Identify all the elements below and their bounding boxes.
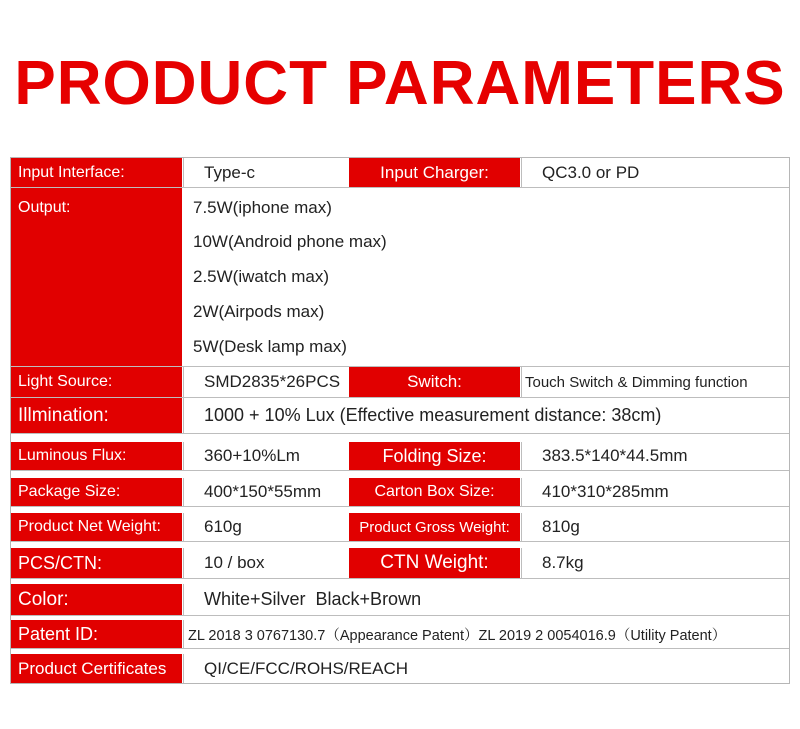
switch-value: Touch Switch & Dimming function bbox=[521, 367, 789, 397]
gross-weight-label: Product Gross Weight: bbox=[349, 513, 521, 541]
carton-box-size-label: Carton Box Size: bbox=[349, 478, 521, 506]
net-weight-value: 610g bbox=[183, 513, 349, 541]
output-line: 10W(Android phone max) bbox=[193, 232, 387, 251]
ctn-weight-label: CTN Weight: bbox=[349, 548, 521, 578]
output-line: 2.5W(iwatch max) bbox=[193, 267, 330, 286]
light-source-value: SMD2835*26PCS bbox=[183, 367, 349, 397]
table-row-input bbox=[11, 158, 789, 187]
page-title: PRODUCT PARAMETERS bbox=[14, 49, 786, 118]
input-interface-value: Type-c bbox=[183, 158, 349, 187]
illmination-label: Illmination: bbox=[11, 398, 183, 433]
table-row-output bbox=[11, 188, 789, 366]
certificates-value: QI/CE/FCC/ROHS/REACH bbox=[183, 654, 789, 683]
table-row-color bbox=[11, 584, 789, 615]
luminous-flux-value: 360+10%Lm bbox=[183, 442, 349, 470]
output-values bbox=[183, 188, 789, 366]
patent-id-label: Patent ID: bbox=[11, 620, 183, 648]
package-size-label: Package Size: bbox=[11, 478, 183, 506]
input-charger-label: Input Charger: bbox=[349, 158, 521, 187]
illmination-value: 1000 + 10% Lux (Effective measurement distance: 38cm) bbox=[183, 398, 789, 433]
luminous-flux-label: Luminous Flux: bbox=[11, 442, 183, 470]
table-row-illmination bbox=[11, 398, 789, 433]
patent-id-value: ZL 2018 3 0767130.7（Appearance Patent）ZL 2019 2 0054016.9（Utility Patent） bbox=[183, 620, 789, 648]
gross-weight-value: 810g bbox=[521, 513, 789, 541]
input-charger-value: QC3.0 or PD bbox=[521, 158, 789, 187]
switch-label: Switch: bbox=[349, 367, 521, 397]
input-interface-label: Input Interface: bbox=[11, 158, 183, 187]
package-size-value: 400*150*55mm bbox=[183, 478, 349, 506]
table-row-light-source bbox=[11, 367, 789, 397]
parameters-table bbox=[10, 157, 790, 684]
table-row-certificates bbox=[11, 654, 789, 683]
table-row-pcs-ctn bbox=[11, 548, 789, 578]
table-row-weight bbox=[11, 513, 789, 541]
certificates-label: Product Certificates bbox=[11, 654, 183, 683]
table-row-patent-id bbox=[11, 620, 789, 648]
folding-size-value: 383.5*140*44.5mm bbox=[521, 442, 789, 470]
table-row-package-size bbox=[11, 478, 789, 506]
light-source-label: Light Source: bbox=[11, 367, 183, 397]
table-row-luminous-flux bbox=[11, 442, 789, 470]
color-label: Color: bbox=[11, 584, 183, 615]
carton-box-size-value: 410*310*285mm bbox=[521, 478, 789, 506]
folding-size-label: Folding Size: bbox=[349, 442, 521, 470]
net-weight-label: Product Net Weight: bbox=[11, 513, 183, 541]
output-line: 5W(Desk lamp max) bbox=[193, 337, 347, 356]
color-value: White+Silver Black+Brown bbox=[183, 584, 789, 615]
ctn-weight-value: 8.7kg bbox=[521, 548, 789, 578]
pcs-ctn-value: 10 / box bbox=[183, 548, 349, 578]
output-line: 2W(Airpods max) bbox=[193, 302, 325, 321]
output-label: Output: bbox=[11, 188, 183, 366]
pcs-ctn-label: PCS/CTN: bbox=[11, 548, 183, 578]
output-line: 7.5W(iphone max) bbox=[193, 198, 332, 217]
